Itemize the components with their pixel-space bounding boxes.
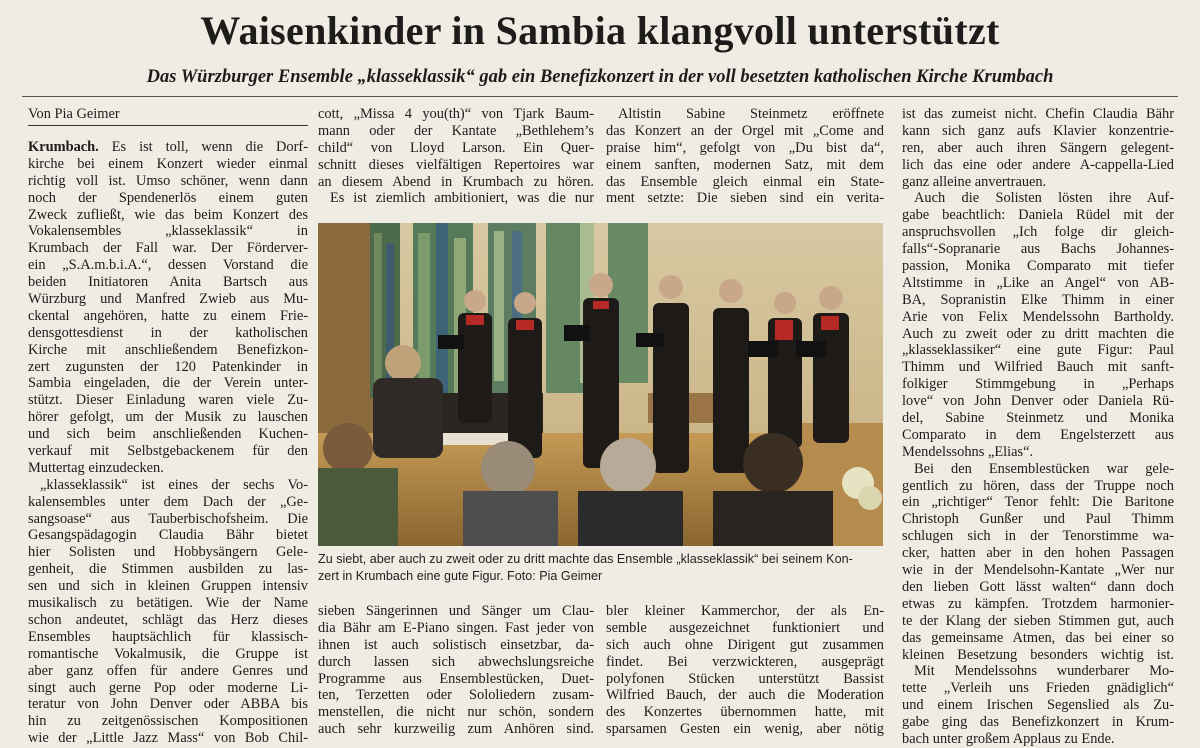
col1-line: verkauf mit Selbstgebackenem für den bbox=[28, 443, 308, 460]
col4-line: folkiger Stimmgebung in „Perhaps bbox=[902, 376, 1174, 393]
col4-line: gentlich zu hören, dass der Truppe noch bbox=[902, 477, 1174, 494]
col2b-line: auch sehr kurzweilig zum Anhören sind. bbox=[318, 721, 594, 738]
col4-line: das gemeinsame Atmen, das bei einer so bbox=[902, 629, 1174, 646]
col1-line: und sich beim anschließenden Kuchen- bbox=[28, 426, 308, 443]
subheadline: Das Würzburger Ensemble „klasseklassik“ gab ein Benefizkonzert in der voll besetzten katholischen Kirche Krumbach bbox=[146, 67, 1054, 87]
col4-line: ein „richtiger“ Tenor fehlt: Die Baritone bbox=[902, 494, 1174, 511]
col4-line: Altstimme in „Like an Angel“ von AB- bbox=[902, 274, 1174, 291]
col3b-line: des Konzertes übernommen hatte, mit bbox=[606, 704, 884, 721]
col4-line: ren, aber auch ihren Sängern gelegent- bbox=[902, 139, 1174, 156]
col4-line: „klasseklassiker“ eine gute Figur: Paul bbox=[902, 342, 1174, 359]
col1-line: zert zugunsten der 120 Patenkinder in bbox=[28, 358, 308, 375]
col1-line: sen und sich in kleinen Gruppen intensiv bbox=[28, 578, 308, 595]
col2t-line: an diesem Abend in Krumbach zu hören. bbox=[318, 173, 594, 190]
col4-line: wie in der Mendelsohn-Kantate „Wer nur bbox=[902, 562, 1174, 579]
column-3-bottom bbox=[606, 603, 884, 738]
col4-line: Mit Mendelssohns wunderbarer Mo- bbox=[914, 663, 1174, 680]
column-4 bbox=[902, 106, 1174, 748]
col4-line: bach unter großem Applaus zu Ende. bbox=[902, 730, 1115, 747]
col4-line: Bei den Ensemblestücken war gele- bbox=[914, 460, 1174, 477]
col4-line: falls“-Sopranarie aus Bachs Johannes- bbox=[902, 241, 1174, 258]
col1-line: Würzburg und Manfred Zwieb aus Mu- bbox=[28, 291, 308, 308]
col1-line: Kirche mit anschließendem Benefizkon- bbox=[28, 341, 308, 358]
headline: Waisenkinder in Sambia klangvoll unterstützt bbox=[200, 8, 1000, 53]
photo-caption-line-1: Zu siebt, aber auch zu zweit oder zu dritt machte das Ensemble „klasseklassik“ bei seinem Kon- bbox=[318, 552, 853, 566]
col1-line: singt auch gerne Pop oder moderne Li- bbox=[28, 679, 308, 696]
col2b-line: sieben Sängerinnen und Sänger um Clau- bbox=[318, 603, 594, 619]
col2b-line: ihnen ist auch solistisch einsetzbar, da- bbox=[318, 636, 594, 653]
byline-rule bbox=[28, 125, 308, 126]
col3t-line: Altistin Sabine Steinmetz eröffnete bbox=[618, 106, 884, 122]
photo-caption-line-2: zert in Krumbach eine gute Figur. Foto: Pia Geimer bbox=[318, 569, 603, 583]
col4-line: Comparato in dem Engelsterzett aus bbox=[902, 426, 1174, 443]
col4-line: etwas zu kämpfen. Trotzdem harmonier- bbox=[902, 595, 1174, 612]
col4-line: kleinen Besetzung besonders wichtig ist. bbox=[902, 646, 1174, 663]
col2b-line: menstellen, die nicht nur schön, sondern bbox=[318, 704, 594, 721]
col1-line: aber ganz offen für andere Genres und bbox=[28, 662, 308, 679]
col3b-line: Wilfried Bauch, der auch die Moderation bbox=[606, 687, 884, 704]
col3b-line: polyfonen Stücken unterstützt Bassist bbox=[606, 670, 884, 687]
col3t-line: ment setzte: Die sieben sind ein verita- bbox=[606, 190, 884, 207]
col1-line: Muttertag einzudecken. bbox=[28, 459, 164, 476]
col1-line: wie der „Little Jazz Mass“ von Bob Chil- bbox=[28, 730, 308, 747]
col4-line: Mendelssohns „Elias“. bbox=[902, 443, 1034, 460]
col1-line: Krumbach der Fall war. Der Förderver- bbox=[28, 240, 308, 257]
col2b-line: ten, Terzetten oder Sololiedern zusam- bbox=[318, 687, 594, 704]
col1-line: densgottesdienst in der katholischen bbox=[28, 324, 308, 341]
col1-line: „klasseklassik“ ist eines der sechs Vo- bbox=[40, 476, 308, 493]
col4-line: Arie von Felix Mendelssohn Bartholdy. bbox=[902, 308, 1174, 325]
col1-line: ein „S.A.m.b.i.A.“, dessen Vorstand die bbox=[28, 257, 308, 274]
col1-line: Sambia eingeladen, die der Verein unter- bbox=[28, 375, 308, 392]
col1-line: romantische Vokalmusik, die Gruppe ist bbox=[28, 645, 308, 662]
col2t-line: mann oder der Kantate „Bethlehem’s bbox=[318, 122, 594, 139]
col4-line: Thimm und Wilfried Bauch mit sanft- bbox=[902, 359, 1174, 376]
col2t-line: child“ von Lloyd Larson. Ein Quer- bbox=[318, 139, 594, 156]
col4-line: schlugen sich in der Tenorstimme wa- bbox=[902, 528, 1174, 545]
col4-line: ist das zumeist nicht. Chefin Claudia Bähr bbox=[902, 106, 1174, 122]
col1-line: stützt. Dieser Einladung waren viele Zu- bbox=[28, 392, 308, 409]
col1-line: Ensembles hauptsächlich für klassisch- bbox=[28, 628, 308, 645]
col4-line: tette „Verleih uns Frieden gnädiglich“ bbox=[902, 680, 1174, 697]
column-2-bottom bbox=[318, 603, 594, 738]
col3b-line: findet. Bei verzwickteren, ausgeprägt bbox=[606, 653, 884, 670]
col4-line: gabe beachtlich: Daniela Rüdel mit der bbox=[902, 207, 1174, 224]
col3t-line: einem sanften, modernen Satz, mit dem bbox=[606, 156, 884, 173]
col3b-line: semble ausgezeichnet funktioniert und bbox=[606, 619, 884, 636]
col4-line: BA, Sopranistin Elke Thimm in einer bbox=[902, 291, 1174, 308]
col1-line: Vokalensembles „klasseklassik“ in bbox=[28, 223, 308, 240]
photo-caption bbox=[318, 551, 883, 585]
column-3-top bbox=[606, 106, 884, 207]
col1-line: musikalisch zu betätigen. Wie der Name bbox=[28, 595, 308, 612]
col4-line: ganz alleine anvertrauen. bbox=[902, 173, 1047, 190]
column-2-top bbox=[318, 106, 594, 207]
column-1 bbox=[28, 139, 308, 747]
col2b-line: Programme aus Ensemblestücken, Duet- bbox=[318, 670, 594, 687]
col3b-line: bler kleiner Kammerchor, der als En- bbox=[606, 603, 884, 619]
col3b-line: sparsamen Gesten ein wenig, aber nötig bbox=[606, 721, 884, 738]
ensemble-photo-illustration bbox=[318, 223, 883, 546]
col3t-line: das Konzert an der Orgel mit „Come and bbox=[606, 122, 884, 139]
col4-line: den lieben Gott lässt walten“ dann doch bbox=[902, 578, 1174, 595]
header-rule bbox=[22, 96, 1178, 97]
col2b-line: dia Bähr am E-Piano singen. Fast jeder von bbox=[318, 619, 594, 636]
col2b-line: durch lassen sich abwechslungsreiche bbox=[318, 653, 594, 670]
col1-line: hier Solisten und Hobbysängern Gele- bbox=[28, 544, 308, 561]
col4-line: cker, hatten aber in den hohen Passagen bbox=[902, 545, 1174, 562]
col4-line: passion, Monika Comparato mit tiefer bbox=[902, 258, 1174, 275]
col1-line: sangsoase“ aus Tauberbischofsheim. Die bbox=[28, 510, 308, 527]
col4-line: Christoph Gunßer und Paul Thimm bbox=[902, 511, 1174, 528]
col4-line: anspruchsvollen „Ich folge dir gleich- bbox=[902, 224, 1174, 241]
col1-line: ckental angehören, hatte zu einem Frie- bbox=[28, 307, 308, 324]
ensemble-photo bbox=[318, 223, 883, 546]
col4-line: Auch die Solisten lösten ihre Auf- bbox=[914, 190, 1174, 207]
col1-line: Krumbach. Es ist toll, wenn die Dorf- bbox=[28, 139, 308, 155]
col1-line: schon andeutet, schlägt das Herz dieses bbox=[28, 611, 308, 628]
col4-line: del, Sabine Steinmetz und Monika bbox=[902, 410, 1174, 427]
col2t-line: cott, „Missa 4 you(th)“ von Tjark Baum- bbox=[318, 106, 594, 122]
col1-line: kalensembles unter dem Dach der „Ge- bbox=[28, 493, 308, 510]
col1-line: noch der Spendenerlös einem guten bbox=[28, 189, 308, 206]
col1-line: beiden Initiatoren Anita Bartsch aus bbox=[28, 274, 308, 291]
col2t-line: schnitt dieses vielfältigen Repertoires war bbox=[318, 156, 594, 173]
col4-line: lich das eine oder andere A-cappella-Lied bbox=[902, 156, 1174, 173]
col1-line: kirche bei einem Konzert wieder einmal bbox=[28, 155, 308, 172]
col1-line: hin zu zeitgenössischen Kompositionen bbox=[28, 713, 308, 730]
col3b-line: sich auch ohne Dirigent gut zusammen bbox=[606, 636, 884, 653]
col3t-line: praise him“, gefolgt von „Du bist da“, bbox=[606, 139, 884, 156]
col4-line: love“ von John Denver oder Daniela Rü- bbox=[902, 393, 1174, 410]
col1-line: hörer gefolgt, um der Musik zu lauschen bbox=[28, 409, 308, 426]
col4-line: kann sich ganz aufs Klavier konzentrie- bbox=[902, 122, 1174, 139]
col2t-line: Es ist ziemlich ambitioniert, was die nur bbox=[330, 190, 594, 207]
col1-line: teratur von John Denver oder ABBA bis bbox=[28, 696, 308, 713]
byline: Von Pia Geimer bbox=[28, 106, 120, 122]
col1-line: genheit, die Stimmen ausbilden zu las- bbox=[28, 561, 308, 578]
col4-line: und einem Irischen Segenslied als Zu- bbox=[902, 697, 1174, 714]
col1-line: Zweck zufließt, wie das beim Konzert des bbox=[28, 206, 308, 223]
col4-line: gabe ging das Benefizkonzert in Krum- bbox=[902, 714, 1174, 731]
col1-line: richtig voll ist. Umso schöner, wenn dann bbox=[28, 172, 308, 189]
col4-line: Auch zu zweit oder zu dritt machten die bbox=[902, 325, 1174, 342]
col4-line: te der Klang der sieben Stimmen gut, auch bbox=[902, 612, 1174, 629]
col3t-line: das Ensemble gleich einmal ein State- bbox=[606, 173, 884, 190]
col1-line: Gesangspädagogin Claudia Bähr bietet bbox=[28, 527, 308, 544]
